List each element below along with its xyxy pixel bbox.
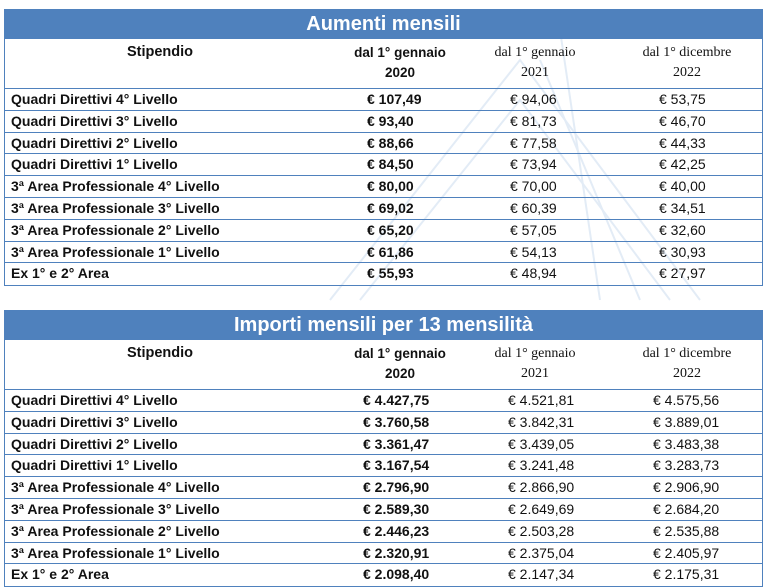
cell-2020: € 4.427,75 — [363, 392, 430, 408]
cell-2021: € 48,94 — [510, 265, 557, 282]
cell-2020: € 93,40 — [367, 112, 414, 129]
cell-2022: € 34,51 — [659, 199, 706, 216]
table-aumenti-mensili — [4, 9, 763, 286]
cell-2021: € 81,73 — [510, 112, 557, 129]
cell-stipendio: Quadri Direttivi 1° Livello — [11, 457, 178, 474]
header-col-2020: dal 1° gennaio 2020 — [354, 45, 446, 80]
table-body — [5, 89, 762, 285]
cell-2022: € 46,70 — [659, 112, 706, 129]
cell-stipendio: 3ª Area Professionale 2° Livello — [11, 221, 220, 238]
table-row — [5, 455, 762, 477]
header-col-2022: dal 1° dicembre 2022 — [642, 346, 732, 381]
cell-stipendio: Quadri Direttivi 1° Livello — [11, 156, 178, 173]
table-title: Importi mensili per 13 mensilità — [5, 311, 762, 340]
cell-stipendio: 3ª Area Professionale 3° Livello — [11, 199, 220, 216]
header-col-2020: dal 1° gennaio 2020 — [354, 346, 446, 381]
cell-stipendio: 3ª Area Professionale 1° Livello — [11, 544, 220, 561]
cell-2021: € 54,13 — [510, 243, 557, 260]
cell-stipendio: 3ª Area Professionale 4° Livello — [11, 479, 220, 496]
header-col-2021: dal 1° gennaio 2021 — [494, 45, 576, 80]
header-col-2021: dal 1° gennaio 2021 — [494, 346, 576, 381]
table-importi-mensili — [4, 310, 763, 587]
cell-stipendio: Quadri Direttivi 4° Livello — [11, 392, 178, 408]
header-row — [5, 340, 762, 390]
cell-2020: € 2.589,30 — [363, 500, 430, 517]
cell-2022: € 2.684,20 — [653, 500, 720, 517]
table-row — [5, 434, 762, 456]
table-row — [5, 499, 762, 521]
table-row — [5, 154, 762, 176]
cell-2020: € 55,93 — [367, 265, 414, 282]
cell-stipendio: Quadri Direttivi 3° Livello — [11, 413, 178, 430]
table-row — [5, 412, 762, 434]
table-row — [5, 242, 762, 264]
cell-2020: € 88,66 — [367, 134, 414, 151]
cell-2020: € 3.167,54 — [363, 457, 430, 474]
cell-2022: € 2.175,31 — [653, 566, 720, 583]
table-row — [5, 220, 762, 242]
table-title: Aumenti mensili — [5, 10, 762, 39]
table-body — [5, 390, 762, 586]
cell-2022: € 42,25 — [659, 156, 706, 173]
cell-stipendio: 3ª Area Professionale 2° Livello — [11, 522, 220, 539]
cell-2020: € 2.446,23 — [363, 522, 430, 539]
cell-stipendio: Quadri Direttivi 2° Livello — [11, 134, 178, 151]
table-row — [5, 263, 762, 285]
cell-2021: € 3.439,05 — [508, 435, 575, 452]
cell-2021: € 3.241,48 — [508, 457, 575, 474]
cell-2020: € 84,50 — [367, 156, 414, 173]
cell-2020: € 80,00 — [367, 178, 414, 195]
cell-stipendio: Quadri Direttivi 2° Livello — [11, 435, 178, 452]
cell-stipendio: Quadri Direttivi 3° Livello — [11, 112, 178, 129]
table-row — [5, 176, 762, 198]
cell-2021: € 4.521,81 — [508, 392, 575, 408]
table-row — [5, 89, 762, 111]
cell-2020: € 69,02 — [367, 199, 414, 216]
cell-2022: € 3.889,01 — [653, 413, 720, 430]
cell-2021: € 94,06 — [510, 91, 557, 107]
cell-2020: € 3.760,58 — [363, 413, 430, 430]
cell-2022: € 44,33 — [659, 134, 706, 151]
cell-stipendio: 3ª Area Professionale 4° Livello — [11, 178, 220, 195]
cell-2021: € 77,58 — [510, 134, 557, 151]
cell-2022: € 4.575,56 — [653, 392, 720, 408]
cell-2021: € 2.866,90 — [508, 479, 575, 496]
cell-2020: € 3.361,47 — [363, 435, 430, 452]
table-row — [5, 564, 762, 586]
cell-stipendio: 3ª Area Professionale 3° Livello — [11, 500, 220, 517]
cell-2021: € 57,05 — [510, 221, 557, 238]
cell-2022: € 53,75 — [659, 91, 706, 107]
table-row — [5, 111, 762, 133]
header-col-2022: dal 1° dicembre 2022 — [642, 45, 732, 80]
table-row — [5, 521, 762, 543]
cell-2021: € 2.375,04 — [508, 544, 575, 561]
table-row — [5, 390, 762, 412]
cell-2022: € 27,97 — [659, 265, 706, 282]
cell-2022: € 30,93 — [659, 243, 706, 260]
header-stipendio: Stipendio — [126, 345, 194, 361]
table-row — [5, 198, 762, 220]
cell-stipendio: Ex 1° e 2° Area — [11, 265, 109, 282]
cell-2021: € 2.503,28 — [508, 522, 575, 539]
cell-2021: € 73,94 — [510, 156, 557, 173]
cell-2020: € 65,20 — [367, 221, 414, 238]
cell-2021: € 2.147,34 — [508, 566, 575, 583]
cell-2021: € 3.842,31 — [508, 413, 575, 430]
cell-2020: € 2.098,40 — [363, 566, 430, 583]
cell-2021: € 2.649,69 — [508, 500, 575, 517]
cell-2022: € 32,60 — [659, 221, 706, 238]
cell-2020: € 107,49 — [367, 91, 422, 107]
cell-stipendio: Ex 1° e 2° Area — [11, 566, 109, 583]
cell-2022: € 2.535,88 — [653, 522, 720, 539]
cell-2022: € 2.405,97 — [653, 544, 720, 561]
cell-stipendio: 3ª Area Professionale 1° Livello — [11, 243, 220, 260]
header-stipendio: Stipendio — [126, 44, 194, 60]
cell-2021: € 70,00 — [510, 178, 557, 195]
cell-stipendio: Quadri Direttivi 4° Livello — [11, 91, 178, 107]
cell-2022: € 3.483,38 — [653, 435, 720, 452]
cell-2020: € 2.320,91 — [363, 544, 430, 561]
cell-2022: € 3.283,73 — [653, 457, 720, 474]
cell-2022: € 2.906,90 — [653, 479, 720, 496]
table-row — [5, 477, 762, 499]
table-row — [5, 543, 762, 565]
cell-2020: € 2.796,90 — [363, 479, 430, 496]
cell-2022: € 40,00 — [659, 178, 706, 195]
header-row — [5, 39, 762, 89]
cell-2021: € 60,39 — [510, 199, 557, 216]
cell-2020: € 61,86 — [367, 243, 414, 260]
table-row — [5, 133, 762, 155]
